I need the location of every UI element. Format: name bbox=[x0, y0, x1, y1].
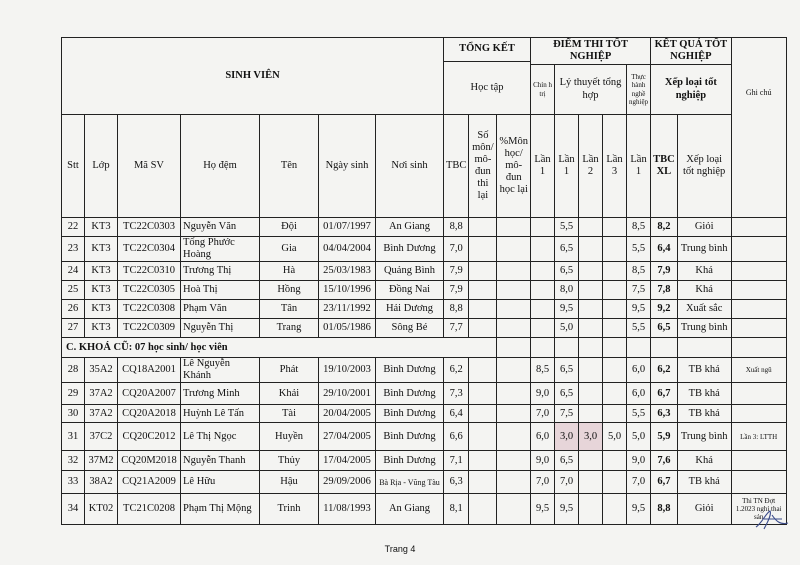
cell-lt3: 5,0 bbox=[603, 423, 627, 451]
cell-xep: Khá bbox=[677, 451, 731, 471]
cell-ns: 27/04/2005 bbox=[319, 423, 376, 451]
cell-gc bbox=[731, 281, 786, 300]
cell-lt1: 5,0 bbox=[555, 319, 579, 338]
table-row bbox=[62, 300, 787, 319]
xep-loai-tn-header: Xếp loại tốt nghiệp bbox=[651, 65, 732, 115]
cell-ten: Đội bbox=[260, 218, 319, 237]
cell-th: 5,0 bbox=[627, 423, 651, 451]
cell-ten: Khải bbox=[260, 383, 319, 405]
cell-xl: 7,8 bbox=[651, 281, 678, 300]
cell-gc bbox=[731, 319, 786, 338]
cell-ten: Hậu bbox=[260, 471, 319, 494]
graduation-results-table bbox=[61, 37, 787, 525]
cell-lt1: 6,5 bbox=[555, 451, 579, 471]
cell-tbc: 6,2 bbox=[444, 358, 469, 383]
cell-stt: 33 bbox=[62, 471, 85, 494]
cell-ns: 17/04/2005 bbox=[319, 451, 376, 471]
cell-th: 7,5 bbox=[627, 281, 651, 300]
cell-ma: TC22C0310 bbox=[118, 262, 181, 281]
cell-xl: 8,2 bbox=[651, 218, 678, 237]
cell-lop: KT3 bbox=[85, 281, 118, 300]
cell-ma: CQ20A2007 bbox=[118, 383, 181, 405]
cell-lt2 bbox=[579, 300, 603, 319]
cell-ma: TC21C0208 bbox=[118, 494, 181, 525]
cell-noi: Sông Bé bbox=[376, 319, 444, 338]
cell-ho: Phạm Thị Mộng bbox=[181, 494, 260, 525]
stt-header: Stt bbox=[62, 115, 85, 218]
thuc-hanh-lan1-header: Lần 1 bbox=[627, 115, 651, 218]
ly-thuyet-lan3-header: Lần 3 bbox=[603, 115, 627, 218]
cell-noi: Bình Dương bbox=[376, 237, 444, 262]
cell-th: 9,0 bbox=[627, 451, 651, 471]
ma-sv-header: Mã SV bbox=[118, 115, 181, 218]
cell-lop: KT3 bbox=[85, 218, 118, 237]
cell-th: 6,0 bbox=[627, 383, 651, 405]
cell-so bbox=[469, 218, 497, 237]
tong-ket-header: TỔNG KẾT bbox=[444, 38, 531, 62]
cell-xl: 7,9 bbox=[651, 262, 678, 281]
cell-lt3 bbox=[603, 451, 627, 471]
cell-lop: 37M2 bbox=[85, 451, 118, 471]
cell-xep: Trung bình bbox=[677, 423, 731, 451]
cell-stt: 29 bbox=[62, 383, 85, 405]
chinh-tri-lan1-header: Lần 1 bbox=[531, 115, 555, 218]
cell-so bbox=[469, 237, 497, 262]
cell-lt2 bbox=[579, 494, 603, 525]
cell-gc bbox=[731, 218, 786, 237]
cell-lt1: 9,5 bbox=[555, 494, 579, 525]
cell-lt1: 6,5 bbox=[555, 358, 579, 383]
cell-ct bbox=[531, 300, 555, 319]
cell-ns: 29/09/2006 bbox=[319, 471, 376, 494]
cell-so bbox=[469, 405, 497, 423]
cell-xep: TB khá bbox=[677, 383, 731, 405]
cell-ns: 23/11/1992 bbox=[319, 300, 376, 319]
cell-ns: 04/04/2004 bbox=[319, 237, 376, 262]
cell-noi: Bình Dương bbox=[376, 383, 444, 405]
cell-stt: 31 bbox=[62, 423, 85, 451]
cell-xep: Khá bbox=[677, 281, 731, 300]
cell-so bbox=[469, 494, 497, 525]
cell-lop: KT02 bbox=[85, 494, 118, 525]
cell-gc: Lần 3: LTTH bbox=[731, 423, 786, 451]
cell-gc bbox=[731, 471, 786, 494]
cell-ho: Nguyễn Thị bbox=[181, 319, 260, 338]
cell-ct: 7,0 bbox=[531, 471, 555, 494]
cell-ct bbox=[531, 281, 555, 300]
cell-lt2 bbox=[579, 262, 603, 281]
table-row bbox=[62, 237, 787, 262]
cell-lop: KT3 bbox=[85, 300, 118, 319]
cell-lt1: 6,5 bbox=[555, 262, 579, 281]
cell-lop: 37A2 bbox=[85, 405, 118, 423]
cell-gc bbox=[731, 237, 786, 262]
xep-loai-header: Xếp loại tốt nghiệp bbox=[677, 115, 731, 218]
cell-ns: 20/04/2005 bbox=[319, 405, 376, 423]
cell-ho: Phạm Văn bbox=[181, 300, 260, 319]
cell-so bbox=[469, 451, 497, 471]
chinh-tri-header: Chín h trị bbox=[531, 65, 555, 115]
ket-qua-header: KẾT QUẢ TỐT NGHIỆP bbox=[651, 38, 732, 65]
cell-xl: 8,8 bbox=[651, 494, 678, 525]
cell-pct bbox=[497, 405, 531, 423]
cell-pct bbox=[497, 494, 531, 525]
cell-xep: Giỏi bbox=[677, 494, 731, 525]
cell-so bbox=[469, 423, 497, 451]
table-row bbox=[62, 262, 787, 281]
cell-noi: Bà Rịa - Vũng Tàu bbox=[376, 471, 444, 494]
cell-ten: Phát bbox=[260, 358, 319, 383]
cell-ho: Nguyễn Thanh bbox=[181, 451, 260, 471]
cell-xl: 6,3 bbox=[651, 405, 678, 423]
cell-xl: 5,9 bbox=[651, 423, 678, 451]
cell-lop: 38A2 bbox=[85, 471, 118, 494]
cell-ns: 25/03/1983 bbox=[319, 262, 376, 281]
cell-lop: KT3 bbox=[85, 319, 118, 338]
cell-ns: 11/08/1993 bbox=[319, 494, 376, 525]
ly-thuyet-lan2-header: Lần 2 bbox=[579, 115, 603, 218]
cell-ho: Hoà Thị bbox=[181, 281, 260, 300]
table-row bbox=[62, 471, 787, 494]
cell-ten: Thủy bbox=[260, 451, 319, 471]
cell-stt: 22 bbox=[62, 218, 85, 237]
ly-thuyet-header: Lý thuyết tổng hợp bbox=[555, 65, 627, 115]
cell-ho: Lê Nguyễn Khánh bbox=[181, 358, 260, 383]
diem-thi-header: ĐIỂM THI TỐT NGHIỆP bbox=[531, 38, 651, 65]
cell-ct bbox=[531, 218, 555, 237]
cell-ma: CQ18A2001 bbox=[118, 358, 181, 383]
cell-lt3 bbox=[603, 319, 627, 338]
table-row bbox=[62, 494, 787, 525]
cell-stt: 28 bbox=[62, 358, 85, 383]
cell-th: 7,0 bbox=[627, 471, 651, 494]
cell-lt3 bbox=[603, 383, 627, 405]
cell-lt1: 6,5 bbox=[555, 237, 579, 262]
ly-thuyet-lan1-header: Lần 1 bbox=[555, 115, 579, 218]
cell-xep: Khá bbox=[677, 262, 731, 281]
cell-xl: 6,4 bbox=[651, 237, 678, 262]
cell-ns: 01/07/1997 bbox=[319, 218, 376, 237]
cell-lop: 37C2 bbox=[85, 423, 118, 451]
cell-xep: Xuất sắc bbox=[677, 300, 731, 319]
cell-ns: 15/10/1996 bbox=[319, 281, 376, 300]
cell-so bbox=[469, 383, 497, 405]
cell-lt3 bbox=[603, 262, 627, 281]
cell-ma: CQ21A2009 bbox=[118, 471, 181, 494]
cell-gc: Xuất ngũ bbox=[731, 358, 786, 383]
cell-gc bbox=[731, 262, 786, 281]
cell-ho: Huỳnh Lê Tấn bbox=[181, 405, 260, 423]
cell-xl: 6,7 bbox=[651, 471, 678, 494]
cell-gc bbox=[731, 405, 786, 423]
cell-th: 5,5 bbox=[627, 319, 651, 338]
cell-so bbox=[469, 262, 497, 281]
cell-ten: Trinh bbox=[260, 494, 319, 525]
cell-ho: Trương Thị bbox=[181, 262, 260, 281]
cell-ten: Gia bbox=[260, 237, 319, 262]
table-row bbox=[62, 358, 787, 383]
cell-lt1: 9,5 bbox=[555, 300, 579, 319]
so-mon-header: Số môn/ mô- đun thi lại bbox=[469, 115, 497, 218]
cell-ct: 6,0 bbox=[531, 423, 555, 451]
cell-lop: 37A2 bbox=[85, 383, 118, 405]
cell-noi: Bình Dương bbox=[376, 423, 444, 451]
cell-tbc: 7,9 bbox=[444, 281, 469, 300]
cell-lt1: 5,5 bbox=[555, 218, 579, 237]
cell-so bbox=[469, 358, 497, 383]
cell-tbc: 7,0 bbox=[444, 237, 469, 262]
signature-mark bbox=[752, 505, 792, 535]
cell-th: 6,0 bbox=[627, 358, 651, 383]
cell-ho: Nguyễn Văn bbox=[181, 218, 260, 237]
cell-noi: Bình Dương bbox=[376, 358, 444, 383]
cell-tbc: 7,9 bbox=[444, 262, 469, 281]
cell-xl: 6,2 bbox=[651, 358, 678, 383]
cell-xl: 9,2 bbox=[651, 300, 678, 319]
cell-ten: Tân bbox=[260, 300, 319, 319]
cell-ns: 01/05/1986 bbox=[319, 319, 376, 338]
cell-ho: Lê Thị Ngọc bbox=[181, 423, 260, 451]
cell-stt: 34 bbox=[62, 494, 85, 525]
cell-so bbox=[469, 471, 497, 494]
cell-tbc: 6,6 bbox=[444, 423, 469, 451]
cell-pct bbox=[497, 237, 531, 262]
cell-so bbox=[469, 300, 497, 319]
cell-ct: 7,0 bbox=[531, 405, 555, 423]
cell-ho: Tống Phước Hoàng bbox=[181, 237, 260, 262]
cell-so bbox=[469, 281, 497, 300]
cell-gc bbox=[731, 383, 786, 405]
cell-ct: 8,5 bbox=[531, 358, 555, 383]
noi-sinh-header: Nơi sinh bbox=[376, 115, 444, 218]
cell-xep: Trung bình bbox=[677, 237, 731, 262]
cell-lt2 bbox=[579, 319, 603, 338]
cell-pct bbox=[497, 319, 531, 338]
cell-ten: Hà bbox=[260, 262, 319, 281]
cell-lt3 bbox=[603, 300, 627, 319]
cell-lt2: 3,0 bbox=[579, 423, 603, 451]
cell-gc bbox=[731, 300, 786, 319]
cell-gc: Thi TN Đợt 1.2023 nghỉ thai sản bbox=[731, 494, 786, 525]
tbc-header: TBC bbox=[444, 115, 469, 218]
cell-pct bbox=[497, 300, 531, 319]
section-title: C. KHOÁ CŨ: 07 học sinh/ học viên bbox=[62, 338, 497, 358]
table-row bbox=[62, 281, 787, 300]
cell-ten: Trang bbox=[260, 319, 319, 338]
cell-ns: 29/10/2001 bbox=[319, 383, 376, 405]
cell-ns: 19/10/2003 bbox=[319, 358, 376, 383]
table-row bbox=[62, 451, 787, 471]
cell-lt2 bbox=[579, 405, 603, 423]
pct-mon-header: %Môn học/ mô- đun học lại bbox=[497, 115, 531, 218]
cell-ma: TC22C0303 bbox=[118, 218, 181, 237]
cell-xl: 6,5 bbox=[651, 319, 678, 338]
cell-xep: Giỏi bbox=[677, 218, 731, 237]
cell-noi: An Giang bbox=[376, 218, 444, 237]
cell-tbc: 7,1 bbox=[444, 451, 469, 471]
cell-stt: 32 bbox=[62, 451, 85, 471]
cell-ct bbox=[531, 237, 555, 262]
ho-dem-header: Họ đệm bbox=[181, 115, 260, 218]
cell-ma: TC22C0305 bbox=[118, 281, 181, 300]
cell-pct bbox=[497, 471, 531, 494]
cell-lt3 bbox=[603, 471, 627, 494]
cell-th: 9,5 bbox=[627, 494, 651, 525]
cell-tbc: 8,1 bbox=[444, 494, 469, 525]
cell-ten: Tài bbox=[260, 405, 319, 423]
cell-so bbox=[469, 319, 497, 338]
cell-lt2 bbox=[579, 451, 603, 471]
cell-lt1: 6,5 bbox=[555, 383, 579, 405]
page-number: Trang 4 bbox=[384, 544, 416, 554]
cell-lt1: 7,5 bbox=[555, 405, 579, 423]
cell-lop: 35A2 bbox=[85, 358, 118, 383]
cell-th: 5,5 bbox=[627, 405, 651, 423]
cell-lt3 bbox=[603, 237, 627, 262]
cell-lt2 bbox=[579, 281, 603, 300]
cell-lt2 bbox=[579, 218, 603, 237]
cell-ma: TC22C0304 bbox=[118, 237, 181, 262]
cell-xep: TB khá bbox=[677, 358, 731, 383]
cell-lt2 bbox=[579, 237, 603, 262]
cell-ma: CQ20M2018 bbox=[118, 451, 181, 471]
cell-tbc: 6,3 bbox=[444, 471, 469, 494]
table-row bbox=[62, 218, 787, 237]
cell-noi: Bình Dương bbox=[376, 405, 444, 423]
hoc-tap-header: Học tập bbox=[444, 62, 531, 115]
cell-lt3 bbox=[603, 358, 627, 383]
cell-th: 8,5 bbox=[627, 218, 651, 237]
cell-stt: 25 bbox=[62, 281, 85, 300]
cell-ho: Trương Minh bbox=[181, 383, 260, 405]
cell-gc bbox=[731, 451, 786, 471]
cell-xl: 7,6 bbox=[651, 451, 678, 471]
cell-ct: 9,5 bbox=[531, 494, 555, 525]
cell-lt1: 3,0 bbox=[555, 423, 579, 451]
cell-stt: 23 bbox=[62, 237, 85, 262]
cell-lt1: 7,0 bbox=[555, 471, 579, 494]
cell-lt3 bbox=[603, 494, 627, 525]
table-row bbox=[62, 383, 787, 405]
table-row bbox=[62, 319, 787, 338]
ten-header: Tên bbox=[260, 115, 319, 218]
cell-pct bbox=[497, 281, 531, 300]
cell-lt3 bbox=[603, 281, 627, 300]
cell-ma: CQ20A2018 bbox=[118, 405, 181, 423]
cell-lt1: 8,0 bbox=[555, 281, 579, 300]
cell-lop: KT3 bbox=[85, 262, 118, 281]
cell-ma: TC22C0308 bbox=[118, 300, 181, 319]
cell-lt3 bbox=[603, 218, 627, 237]
cell-noi: Bình Dương bbox=[376, 451, 444, 471]
cell-noi: An Giang bbox=[376, 494, 444, 525]
cell-lop: KT3 bbox=[85, 237, 118, 262]
cell-noi: Quảng Bình bbox=[376, 262, 444, 281]
cell-ma: TC22C0309 bbox=[118, 319, 181, 338]
cell-pct bbox=[497, 358, 531, 383]
cell-pct bbox=[497, 262, 531, 281]
cell-xep: Trung bình bbox=[677, 319, 731, 338]
cell-tbc: 8,8 bbox=[444, 300, 469, 319]
ghi-chu-header: Ghi chú bbox=[731, 38, 786, 218]
thuc-hanh-header: Thực hành nghề nghiệp bbox=[627, 65, 651, 115]
cell-ct bbox=[531, 262, 555, 281]
cell-ten: Hồng bbox=[260, 281, 319, 300]
cell-th: 8,5 bbox=[627, 262, 651, 281]
cell-lt2 bbox=[579, 383, 603, 405]
cell-ct: 9,0 bbox=[531, 383, 555, 405]
cell-ten: Huyền bbox=[260, 423, 319, 451]
cell-ct: 9,0 bbox=[531, 451, 555, 471]
cell-th: 5,5 bbox=[627, 237, 651, 262]
lop-header: Lớp bbox=[85, 115, 118, 218]
cell-xep: TB khá bbox=[677, 405, 731, 423]
cell-pct bbox=[497, 451, 531, 471]
table-row bbox=[62, 405, 787, 423]
cell-th: 9,5 bbox=[627, 300, 651, 319]
cell-ho: Lê Hữu bbox=[181, 471, 260, 494]
cell-noi: Đồng Nai bbox=[376, 281, 444, 300]
cell-xep: TB khá bbox=[677, 471, 731, 494]
cell-pct bbox=[497, 218, 531, 237]
cell-lt2 bbox=[579, 471, 603, 494]
cell-tbc: 8,8 bbox=[444, 218, 469, 237]
cell-xl: 6,7 bbox=[651, 383, 678, 405]
tbc-xl-header: TBC XL bbox=[651, 115, 678, 218]
cell-lt3 bbox=[603, 405, 627, 423]
cell-stt: 27 bbox=[62, 319, 85, 338]
cell-noi: Hải Dương bbox=[376, 300, 444, 319]
cell-ma: CQ20C2012 bbox=[118, 423, 181, 451]
ngay-sinh-header: Ngày sinh bbox=[319, 115, 376, 218]
cell-ct bbox=[531, 319, 555, 338]
cell-pct bbox=[497, 423, 531, 451]
cell-stt: 24 bbox=[62, 262, 85, 281]
cell-stt: 30 bbox=[62, 405, 85, 423]
cell-stt: 26 bbox=[62, 300, 85, 319]
cell-lt2 bbox=[579, 358, 603, 383]
cell-tbc: 6,4 bbox=[444, 405, 469, 423]
cell-pct bbox=[497, 383, 531, 405]
cell-tbc: 7,3 bbox=[444, 383, 469, 405]
table-row bbox=[62, 423, 787, 451]
cell-tbc: 7,7 bbox=[444, 319, 469, 338]
sinh-vien-header: SINH VIÊN bbox=[62, 38, 444, 115]
